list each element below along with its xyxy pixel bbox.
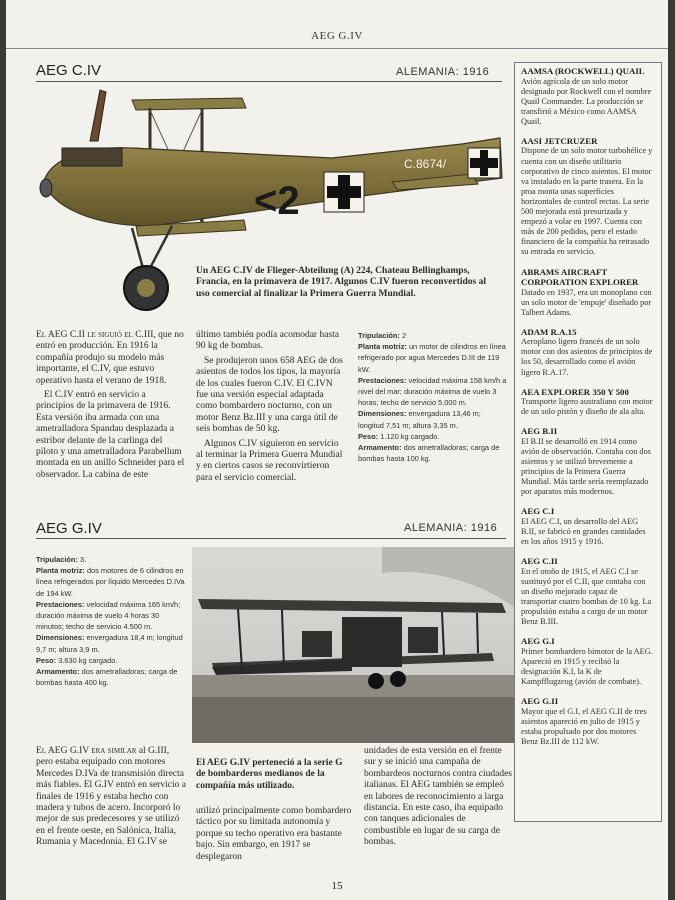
section-country-g4: ALEMANIA: 1916 bbox=[404, 522, 498, 534]
section-rule-c4 bbox=[36, 81, 502, 82]
specs-box-g4 bbox=[36, 554, 186, 688]
sidebar-entry: AEG G.II Mayor que el G.I, el AEG G.II de tres asientos apareció en julio de 1915 y estaba propulsado por dos motores Benz Bz.III de 112 kW. bbox=[521, 696, 647, 746]
aircraft-serial: C.8674/ bbox=[404, 157, 447, 171]
spec-row: Peso: 1.120 kg cargado. bbox=[358, 431, 440, 441]
sidebar-entry: AEG C.II En el otoño de 1915, el AEG C.I se sustituyó por el C.II, que contaba con un diseño mejorado capaz de transportar cuatro bombas de 10 kg. La propulsión estaba a cargo de un motor Benz B.III. bbox=[521, 556, 652, 627]
sidebar-entry: AEA EXPLORER 350 Y 500 Transporte ligero australiano con motor de un solo pistón y diseño de ala alta. bbox=[521, 386, 653, 417]
body-text: al G.III, pero estaba equipado con motores Mercedes D.IVa de transmisión directa más fiables. El G.IV entró en servicio a finales de 1916 y estaba hecho con madera y tubos de acero. Incorporó lo mejor de sus predecesores y se utilizó en el frente oeste, en Salónica, Italia, Rumania y Macedonia. El G.IV se bbox=[36, 746, 186, 848]
figure-caption-c4: Un AEG C.IV de Flieger-Abteilung (A) 224, Chateau Bellinghamps, Francia, en la primavera de 1917. Algunos C.IV fueron reconvertidos al uso comercial al finalizar la Primera Guerra Mundial. bbox=[196, 266, 487, 299]
body-column-2-c4 bbox=[196, 330, 346, 487]
body-column-1-c4 bbox=[36, 330, 186, 484]
spec-row: Prestaciones: velocidad máxima 165 km/h; duración máxima de vuelo 4 horas 30 minutos; techo de servicio 4.500 m. bbox=[36, 599, 181, 632]
sidebar-entry: AASI JETCRUZER Dispone de un solo motor turbohélice y cuenta con un diseño utilitario corporativo de cinco asientos. El motor va instalado en la parte trasera. En la proa monta unas superficies horizontales de control rectas. La serie 500 mejorada está presurizada y empezó a volar en 1997. Cuenta con más de 200 pedidos, pero el estado financiero de la compañía ha retrasado su entrada en servicio. bbox=[521, 135, 653, 257]
sidebar-entry: AEG C.I El AEG C.I, un desarrollo del AEG B.II, se fabricó en grandes cantidades en los años 1915 y 1916. bbox=[521, 506, 646, 547]
aeg-g4-photograph bbox=[192, 547, 514, 743]
spec-row: Planta motriz: dos motores de 6 cilindros en línea refrigerados por líquido Mercedes D.IVa de 194 kW. bbox=[36, 566, 185, 598]
spec-row: Prestaciones: velocidad máxima 158 km/h a nivel del mar; duración máxima de vuelo 3 horas; techo de servicio 5.000 m. bbox=[358, 375, 507, 408]
body-text: Algunos C.IV siguieron en servicio al terminar la Primera Guerra Mundial y en ciertos casos se reconvirtieron para el servicio comercial. bbox=[196, 438, 343, 483]
figure-caption-g4: El AEG G.IV perteneció a la serie G de bombarderos medianos de la compañía más utilizado. bbox=[196, 758, 343, 791]
body-text: Se produjeron unos 658 AEG de dos asientos de todos los tipos, la mayoría de los cuales fueron C.IV. El C.IVN fue una versión especial adaptada como bombardero nocturno, con un motor Benz Bz.III y una carga útil de seis bombas de 50 kg. bbox=[196, 355, 343, 435]
spec-row: Armamento: dos ametralladoras; carga de bombas hasta 400 kg. bbox=[36, 667, 178, 688]
body-text: unidades de esta versión en el frente sur y se inició una campaña de bombardeos nocturnos contra ciudades italianas. El AEG también se empleó en labores de reconocimiento a larga distancia. En este caso, iba equipado con tanques adicionales de combustible en lugar de su carga de bombas. bbox=[364, 746, 512, 848]
spec-row: Armamento: dos ametralladoras; carga de bombas hasta 100 kg. bbox=[358, 443, 500, 464]
header-rule bbox=[6, 48, 668, 49]
section-rule-g4 bbox=[36, 538, 506, 539]
body-column-1-g4 bbox=[36, 746, 186, 852]
aircraft-marking: <2 bbox=[254, 179, 300, 223]
body-text: utilizó principalmente como bombardero táctico por su limitada autonomía y porque su techo operativo era bastante bajo. Sin embargo, en 1917 se desplegaron bbox=[196, 806, 352, 862]
body-column-3-g4 bbox=[364, 746, 512, 852]
sidebar-entry: AEG G.I Primer bombardero bimotor de la AEG. Apareció en 1915 y recibió la designación K.I, la K de Kampfflugzeug (avión de combate). bbox=[521, 636, 653, 687]
running-head: AEG G.IV bbox=[311, 30, 363, 42]
body-text: último también podía acomodar hasta 90 kg de bombas. bbox=[196, 330, 339, 352]
spec-row: Tripulación: 2 bbox=[358, 331, 407, 340]
specs-box-c4 bbox=[358, 330, 508, 464]
section-title-g4: AEG G.IV bbox=[36, 520, 102, 537]
body-column-2-g4 bbox=[196, 806, 354, 866]
body-text: El C.IV entró en servicio a principios de la primavera de 1916. Esta versión iba armada con una ametralladora Spandau desplazada a estribor delante de la carlinga del piloto y una ametralladora Parabellum montada en un anillo Schneider para el observador. La cabina de este bbox=[36, 390, 185, 480]
spec-row: Tripulación: 3. bbox=[36, 555, 87, 564]
spec-row: Dimensiones: envergadura 13,46 m; longitud 7,51 m; altura 3,35 m. bbox=[358, 409, 481, 430]
book-page bbox=[6, 0, 668, 900]
body-text: que no entró en producción. En 1916 la compañía produjo su modelo más importante, el C.IV, que estuvo operativo hasta el verano de 1918. bbox=[36, 330, 184, 386]
spec-row: Planta motriz: un motor de cilindros en línea refrigerado por agua Mercedes D.III de 119 kW. bbox=[358, 342, 506, 374]
page-number: 15 bbox=[331, 880, 343, 892]
sidebar-entry: AEG B.II El B.II se desarrolló en 1914 como avión de observación. Contaba con dos asientos y se utilizó brevemente a principios de la Primera Guerra Mundial. Más tarde sería reemplazado por aparatos más modernos. bbox=[521, 426, 651, 497]
lead-in-g4: El AEG G.IV era similar bbox=[36, 746, 137, 756]
sidebar-entry: AAMSA (ROCKWELL) QUAIL Avión agrícola de un solo motor designado por Rockwell con el nombre Quail Commander. La producción se transfirió a México como AAMSA Quail. bbox=[521, 66, 652, 126]
section-country-c4: ALEMANIA: 1916 bbox=[396, 66, 490, 78]
lead-in-c4: El AEG C.II le siguió el C.III, bbox=[36, 330, 156, 340]
sidebar-entry: ABRAMS AIRCRAFT CORPORATION EXPLORER Datado en 1937, era un monoplano con un solo motor de 'empuje' diseñado por Talbert Adams. bbox=[521, 266, 652, 317]
sidebar-entry: ADAM R.A.15 Aeroplano ligero francés de un solo motor con dos asientos de principios de los 50, desarrollado como el avión ligero R.A.17. bbox=[521, 326, 653, 377]
section-title-c4: AEG C.IV bbox=[36, 62, 102, 79]
sidebar-aircraft-list bbox=[514, 62, 662, 822]
spec-row: Peso: 3.630 kg cargado. bbox=[36, 655, 118, 665]
spec-row: Dimensiones: envergadura 18,4 m; longitud 9,7 m; altura 3,9 m. bbox=[36, 633, 183, 654]
